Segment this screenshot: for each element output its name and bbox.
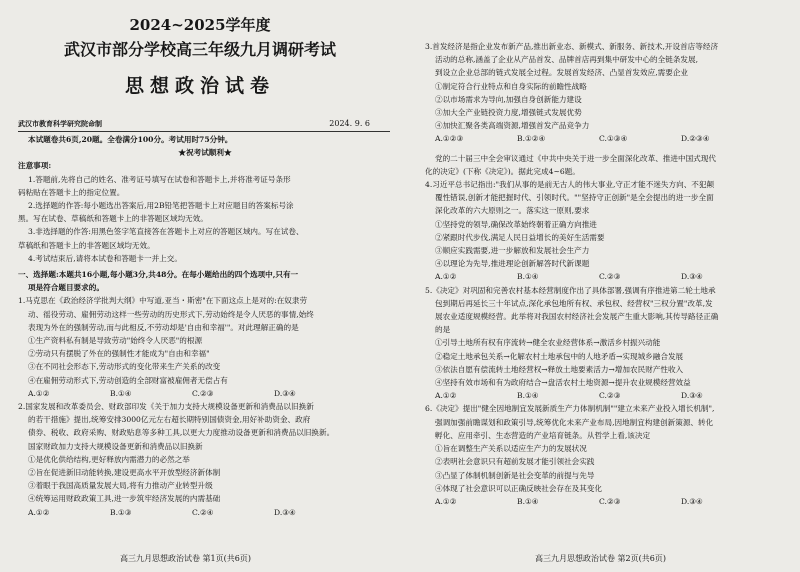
option-d: D.③④ — [274, 507, 296, 517]
exam-title: 武汉市部分学校高三年级九月调研考试 — [63, 40, 336, 59]
q3-stem: 活动的总称,涵盖了企业从产品首发、品牌首店再到集中研发中心的全链条发展, — [435, 55, 699, 65]
q6-item: ④体现了社会意识可以正确反映社会存在及其变化 — [435, 483, 603, 493]
option-b: B.①④ — [517, 272, 539, 282]
q1-options — [18, 387, 392, 400]
good-luck-text: ★祝考试顺利★ — [178, 148, 232, 158]
option-c: C.②③ — [599, 391, 621, 401]
issuer: 武汉市教育科学研究院命制 — [18, 119, 102, 128]
option-a: A.①② — [435, 272, 457, 282]
q2-options — [18, 506, 392, 519]
option-c: C.②④ — [192, 507, 214, 517]
q3-item: ④加快汇聚各类高端资源,增强首发产品竞争力 — [435, 121, 590, 131]
q2-stem: 的若干措施》提出,统筹安排3000亿元左右超长期特别国债资金,用好补助资金、政府 — [28, 415, 311, 425]
q1-stem: 表现为外在的强制劳动,而与此相反,不劳动却是'自由和幸福'"。对此理解正确的是 — [28, 322, 299, 332]
q1-item: ④在雇佣劳动形式下,劳动创造的全部财富被雇佣者无偿占有 — [28, 375, 228, 385]
q3-item: ①制定符合行业特点和自身实际的前瞻性战略 — [435, 81, 587, 91]
option-a: A.①② — [435, 391, 457, 401]
option-b: B.①③ — [110, 507, 132, 517]
note-line: 4.考试结束后,请将本试卷和答题卡一并上交。 — [28, 253, 182, 263]
header-divider — [18, 131, 390, 132]
option-a: A.①② — [28, 507, 50, 517]
q6-item: ②表明社会意识只有超前发展才能引领社会实践 — [435, 457, 595, 467]
q1-stem: 1.马克思在《政治经济学批判大纲》中写道,亚当・斯密"在下面这点上是对的:在奴隶劳 — [18, 296, 308, 306]
option-b: B.①④ — [517, 391, 539, 401]
option-a: A.①② — [435, 496, 457, 506]
q4-stem: 深化改革的六大原则之一。落实这一原则,要求 — [435, 206, 590, 216]
q2-item: ②旨在促进新旧动能转换,建设更高水平开放型经济新体制 — [28, 468, 221, 478]
q4-item: ①坚持党的领导,确保改革始终朝着正确方向推进 — [435, 219, 597, 229]
note-line: 2.选择题的作答:每小题选出答案后,用2B铅笔把答题卡上对应题目的答案标号涂 — [28, 201, 294, 211]
q6-item: ③凸显了体制机制创新是社会变革的前提与先导 — [435, 470, 595, 480]
q1-item: ①生产资料私有制是导致劳动"始终令人厌恶"的根源 — [28, 336, 203, 346]
q3-item: ②以市场需求为导向,加强自身创新能力建设 — [435, 94, 582, 104]
option-c: C.②③ — [599, 272, 621, 282]
note-line: 草稿纸和答题卡上的非答题区域均无效。 — [18, 240, 155, 250]
q2-stem: 国家财政加力支持大规模设备更新和消费品以旧换新 — [28, 441, 203, 451]
q5-item: ④坚持有效市场和有为政府结合→盘活农村土地资源→提升农业规模经营效益 — [435, 378, 691, 388]
option-b: B.①④ — [110, 388, 132, 398]
q3-item: ③加大全产业链投资力度,增强链式发展优势 — [435, 108, 582, 118]
option-c: C.①③④ — [599, 134, 628, 144]
note-line: 1.答题前,先将自己的姓名、准考证号填写在试卷和答题卡上,并将准考证号条形 — [28, 174, 291, 184]
option-d: D.③④ — [681, 496, 703, 506]
q4-options — [425, 270, 797, 283]
q6-options — [425, 495, 797, 508]
exam-date: 2024. 9. 6 — [329, 119, 370, 128]
exam-info: 本试题卷共6页,20题。全卷满分100分。考试用时75分钟。 — [28, 135, 233, 144]
q2-item: ③着眼于我国高质量发展大局,将有力推动产业转型升级 — [28, 481, 213, 491]
q4-item: ②紧跟时代步伐,满足人民日益增长的美好生活需要 — [435, 232, 605, 242]
option-b: B.①④ — [517, 496, 539, 506]
school-year: 2024~2025学年度 — [129, 16, 271, 34]
q1-stem: 动、徭役劳动、雇佣劳动这样一些劳动的历史形式下,劳动始终是令人厌恶的事情,始终 — [28, 309, 314, 319]
page1-footer: 高三九月思想政治试卷 第1页(共6页) — [120, 554, 251, 563]
group-intro: 党的二十届三中全会审议通过《中共中央关于进一步全面深化改革、推进中国式现代 — [435, 153, 716, 163]
q2-stem: 2.国家发展和改革委员会、财政部印发《关于加力支持大规模设备更新和消费品以旧换新 — [18, 402, 314, 412]
q5-stem: 包到期后再延长三十年试点,深化承包地所有权、承包权、经营权"三权分置"改革,发 — [435, 298, 713, 308]
option-b: B.①②④ — [517, 134, 546, 144]
option-a: A.①② — [28, 388, 50, 398]
note-line: 3.非选择题的作答:用黑色签字笔直接答在答题卡上对应的答题区域内。写在试卷、 — [28, 227, 304, 237]
subject-title: 思想政治试卷 — [124, 75, 275, 97]
q6-stem: 孵化、应用牵引、生态营造的产业培育链条。从哲学上看,该决定 — [435, 430, 651, 440]
note-line: 黑。写在试卷、草稿纸和答题卡上的非答题区域均无效。 — [18, 214, 208, 224]
q3-stem: 到设立企业总部的链式发展全过程。发展首发经济、凸显首发效应,需要企业 — [435, 68, 689, 78]
q5-item: ①引导土地所有权有序流转→健全农业经营体系→激活乡村振兴动能 — [435, 338, 661, 348]
q2-item: ①是优化供给结构,更好释放内需潜力的必然之举 — [28, 454, 190, 464]
page2-body — [425, 40, 797, 508]
option-d: D.③④ — [681, 272, 703, 282]
q1-item: ③在不同社会形态下,劳动形式的变化带来生产关系的改变 — [28, 362, 221, 372]
q1-item: ②劳动只有摆脱了外在的强制性才能成为"自由和幸福" — [28, 349, 210, 359]
q4-item: ③顺应实践需要,进一步解放和发展社会生产力 — [435, 246, 590, 256]
section-heading: 项是符合题目要求的。 — [28, 283, 104, 293]
q6-item: ①旨在调整生产关系以适应生产力的发展状况 — [435, 444, 587, 454]
q3-stem: 3.首发经济是指企业发布新产品,推出新业态、新模式、新服务、新技术,开设首店等经济 — [425, 42, 719, 51]
q4-item: ④以理论为先导,推进理论创新解答时代新课题 — [435, 259, 590, 269]
q6-stem: 强调加强前瞻谋划和政策引导,统筹优化未来产业布局,因地制宜构建创新策源、转化 — [435, 417, 714, 427]
q3-options — [425, 132, 797, 145]
q5-stem: 的是 — [435, 325, 451, 335]
option-a: A.①②③ — [435, 134, 464, 144]
q5-item: ③依法自愿有偿流转土地经营权→释放土地要素活力→增加农民财产性收入 — [435, 364, 684, 374]
q2-item: ④统筹运用财政政策工具,进一步筑牢经济发展的内需基础 — [28, 494, 221, 504]
page2-footer: 高三九月思想政治试卷 第2页(共6页) — [535, 554, 666, 563]
note-line: 码粘贴在答题卡上的指定位置。 — [18, 187, 125, 197]
q5-stem: 展农业适度规模经营。此举将对我国农村经济社会发展产生重大影响,其传导路径正确 — [435, 312, 719, 322]
q4-stem: 4.习近平总书记指出:"我们从事的是前无古人的伟大事业,守正才能不迷失方向、不犯颠 — [425, 180, 715, 190]
q5-stem: 5.《决定》对巩固和完善农村基本经营制度作出了具体部署,强调有序推进第二轮土地承 — [425, 285, 716, 295]
option-d: D.③④ — [681, 391, 703, 401]
option-d: D.③④ — [274, 388, 296, 398]
option-c: C.②③ — [599, 496, 621, 506]
q6-stem: 6.《决定》提出"健全因地制宜发展新质生产力体制机制""建立未来产业投入增长机制", — [425, 404, 715, 414]
page1-body — [18, 133, 392, 519]
section-heading: 一、选择题:本题共16小题,每小题3分,共48分。在每小题给出的四个选项中,只有一 — [18, 270, 299, 280]
page-2 — [405, 0, 800, 572]
q2-stem: 债券、税收、政府采购、财政贴息等多种工具,以更大力度推动设备更新和消费品以旧换新。 — [28, 428, 335, 438]
option-d: D.②③④ — [681, 134, 710, 144]
q5-item: ②稳定土地承包关系→化解农村土地承包中的人地矛盾→实现城乡融合发展 — [435, 351, 684, 361]
group-intro: 化的决定》(下称《决定》)。据此完成4~6题。 — [425, 166, 580, 176]
q5-options — [425, 389, 797, 402]
notes-title: 注意事项: — [18, 161, 52, 171]
q4-stem: 覆性错误,创新才能把握时代、引领时代。""坚持守正创新"是全会提出的进一步全面 — [435, 193, 714, 203]
option-c: C.②③ — [192, 388, 214, 398]
